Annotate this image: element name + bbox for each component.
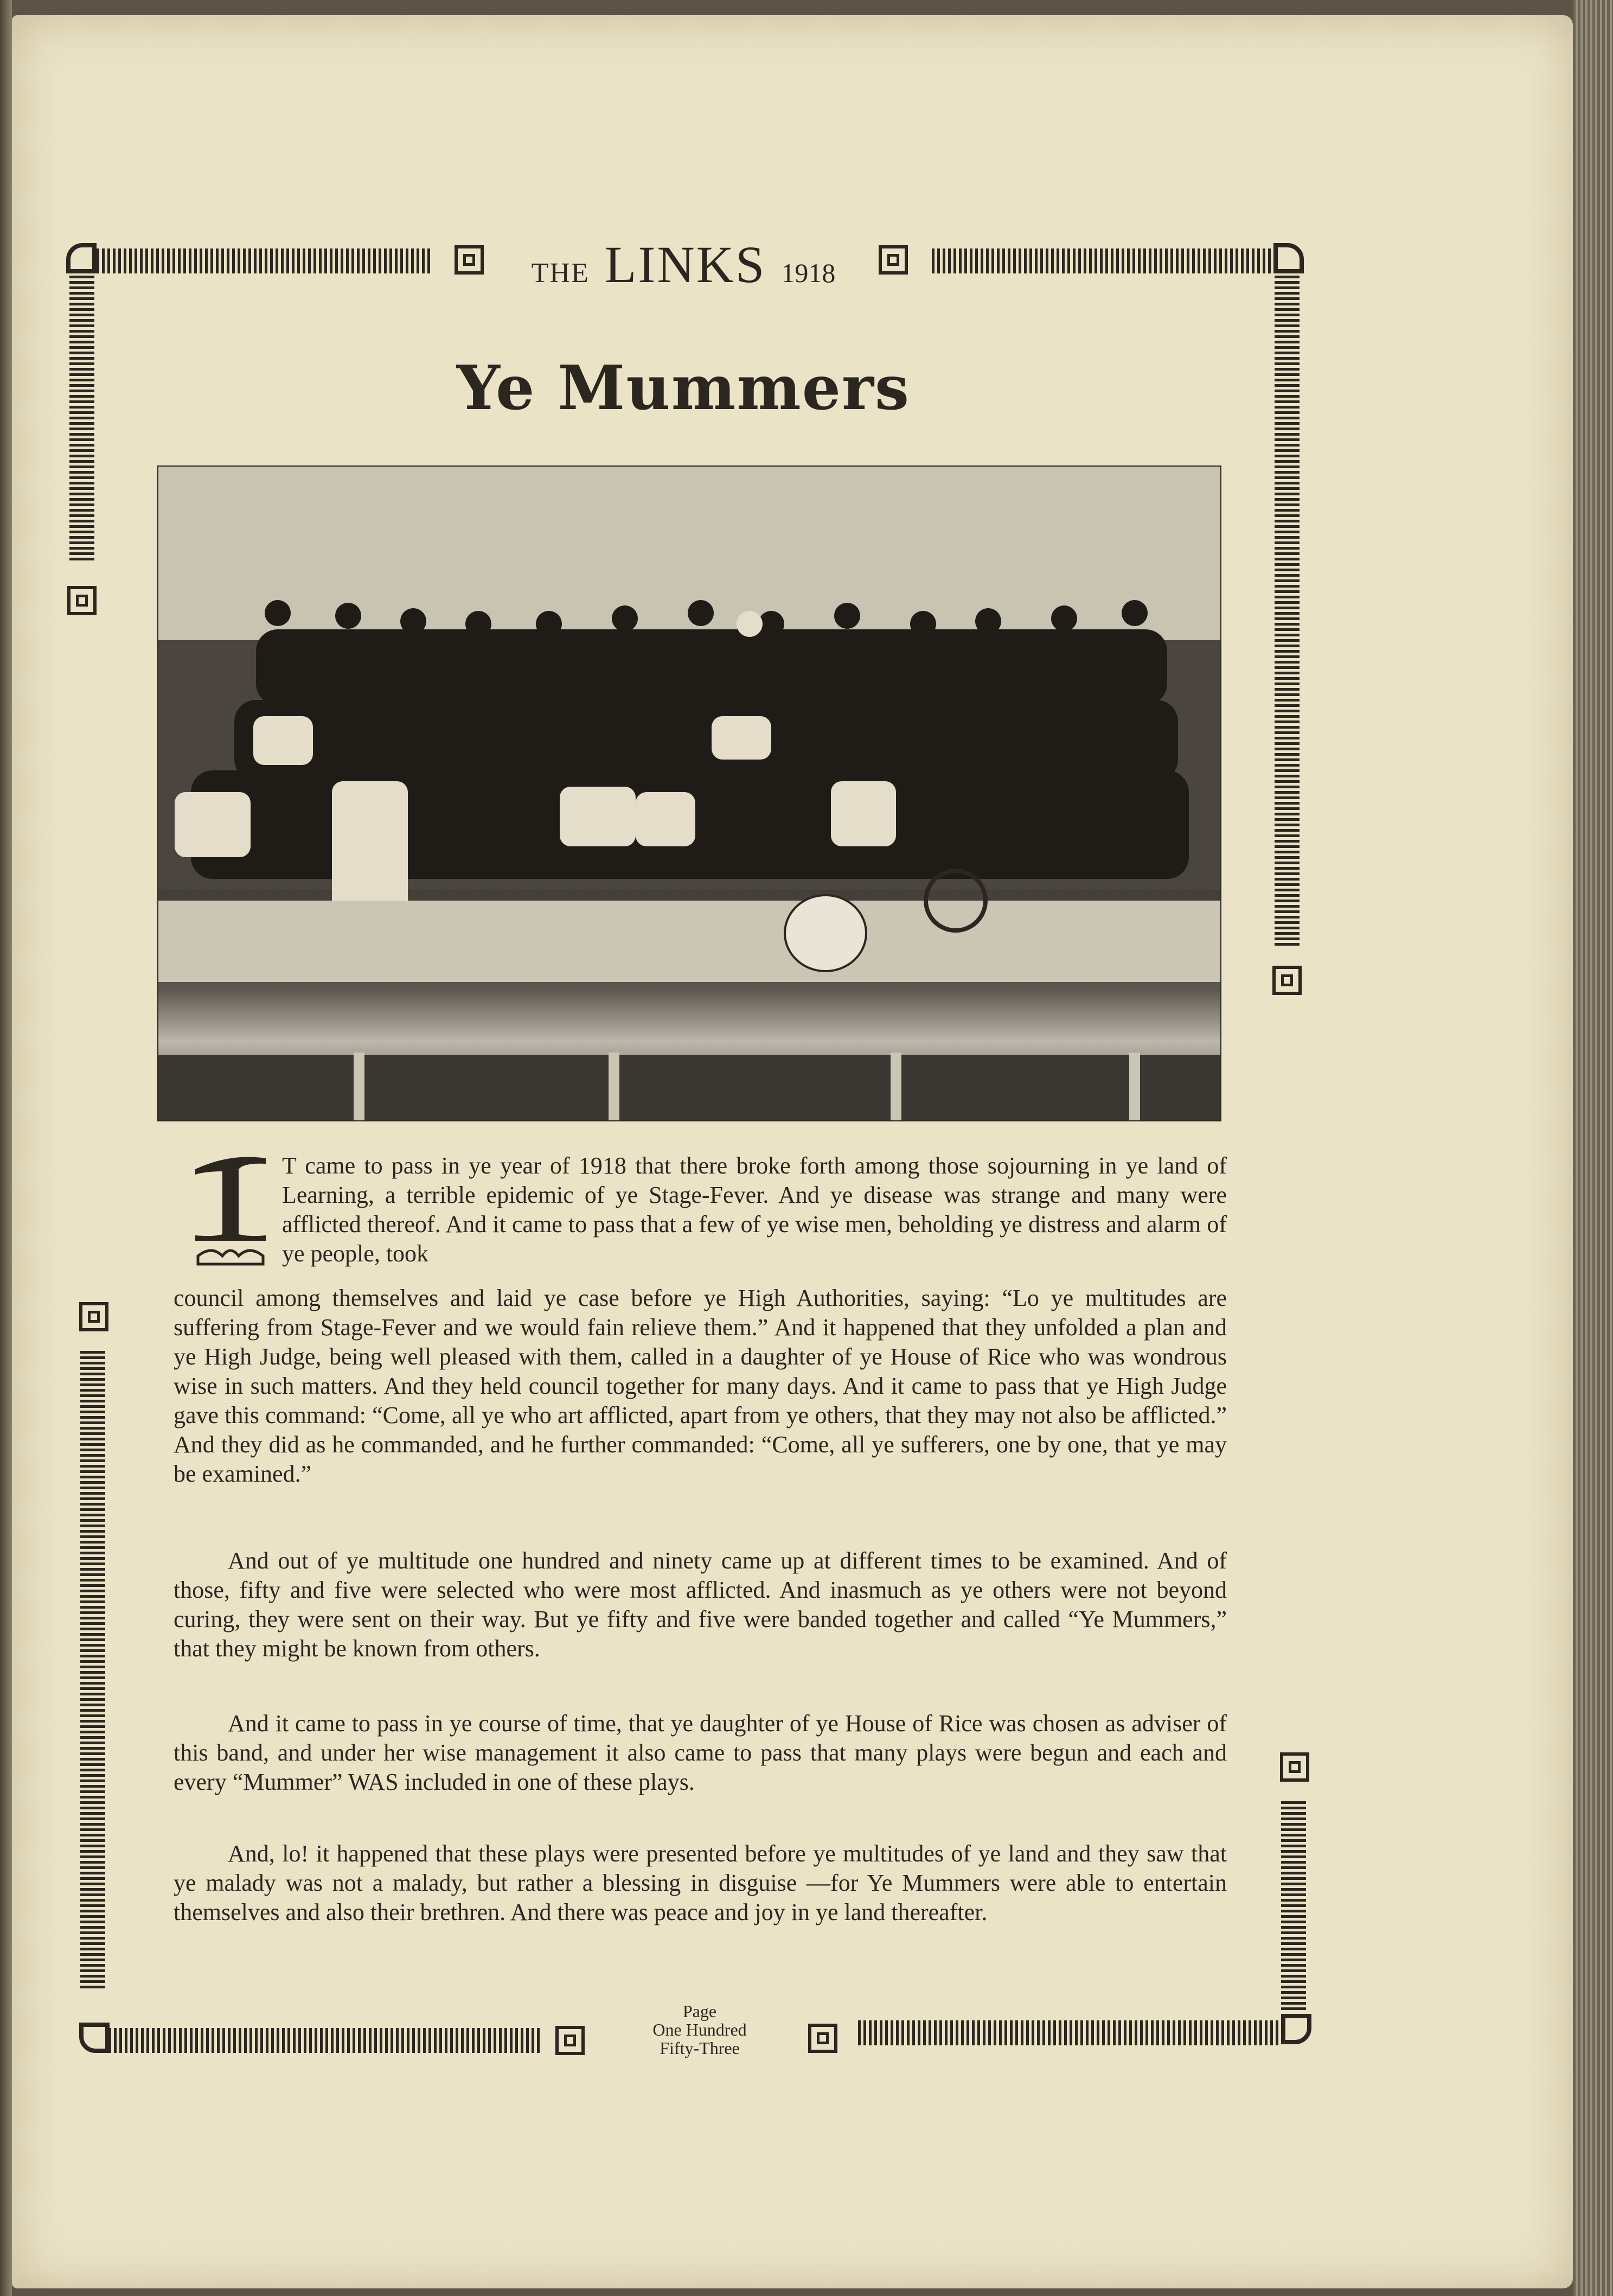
border-bottom-left [108, 2028, 542, 2053]
corner-top-left [66, 243, 97, 273]
border-bottom-right [858, 2020, 1279, 2045]
dropcap-i-icon [190, 1153, 271, 1272]
border-top-left [97, 248, 433, 273]
page-line-2: One Hundred [652, 2020, 747, 2039]
page-number [618, 2002, 781, 2057]
ornament-square-icon [555, 2026, 585, 2055]
page-line-3: Fifty-Three [660, 2038, 740, 2058]
border-top-right [932, 248, 1278, 273]
ornament-square-icon [1272, 966, 1302, 995]
ornament-square-icon [808, 2024, 837, 2053]
paragraph-4: And, lo! it happened that these plays were presented before ye multitudes of ye land and they saw that ye malady was not a malady, but rather a blessing in disguise —for Ye Mummers were able to entertain themselves and also their brethren. And there was peace and joy in ye land thereafter. [174, 1840, 1227, 1925]
corner-top-right [1273, 243, 1304, 273]
border-left-top [69, 276, 94, 563]
group-photo [157, 465, 1221, 1121]
header-links: LINKS [604, 235, 766, 294]
page-label: Page [682, 2001, 717, 2021]
running-header [504, 234, 862, 294]
paragraph-2: And out of ye multitude one hundred and ninety came up at different times to be examined. And of those, fifty and five were selected who were most afflicted. And inasmuch as ye others were not beyond curing, they were sent on their way. But ye fifty and five were banded together and called “Ye Mummers,” that they might be known from others. [174, 1547, 1227, 1662]
page-title: Ye Mummers [456, 353, 911, 424]
ornament-square-icon [1280, 1752, 1309, 1782]
border-right-top [1275, 276, 1300, 948]
paragraph-1-opening: T came to pass in ye year of 1918 that there broke forth among those sojourning in ye land of Learning, a terrible epidemic of ye Stage-Fever. And ye disease was strange and many were afflicted thereof. And it came to pass that a few of ye wise men, beholding ye distress and alarm of ye people, took [282, 1152, 1227, 1267]
page-edges [1573, 0, 1613, 2296]
corner-bottom-left [79, 2023, 110, 2053]
paragraph-3: And it came to pass in ye course of time, that ye daughter of ye House of Rice was chosen as adviser of this band, and under her wise management it also came to pass that many plays were begun and each and every “Mummer” WAS included in one of these plays. [174, 1710, 1227, 1795]
header-the: THE [531, 258, 590, 289]
ornament-square-icon [455, 245, 484, 275]
ornament-square-icon [67, 586, 97, 615]
ornament-square-icon [879, 245, 908, 275]
group-photo-icon [158, 467, 1220, 1120]
paragraph-1-continued: council among themselves and laid ye case before ye High Authorities, saying: “Lo ye multitudes are suffering from Stage-Fever and we would fain relieve them.” And it happened that they unfolded a plan and ye High Judge, being well pleased with them, called in a daughter of ye House of Rice who was wondrous wise in such matters. And they held council together for many days. And it came to pass that ye High Judge gave this command: “Come, all ye who art afflicted, apart from ye others, that they may not also be afflicted.” And they did as he commanded, and he further commanded: “Come, all ye sufferers, one by one, that ye may be examined.” [174, 1285, 1227, 1487]
book-gutter [0, 0, 12, 2296]
border-left-bottom [80, 1351, 105, 1991]
border-right-bottom [1281, 1801, 1306, 2013]
ornament-square-icon [79, 1302, 108, 1331]
header-year: 1918 [781, 258, 836, 288]
